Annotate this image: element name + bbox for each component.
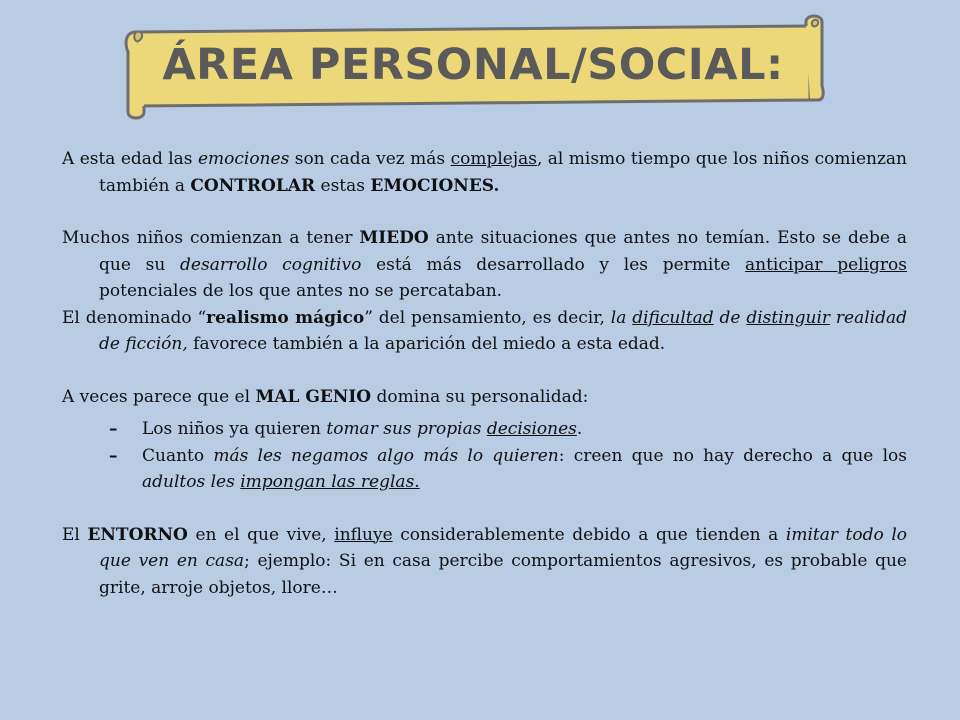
text-run: impongan las reglas. [240, 472, 420, 492]
text-run: MIEDO [359, 228, 429, 248]
text-run: favorece también a la aparición del miedo a esta edad. [187, 334, 666, 354]
text-run: desarrollo cognitivo [180, 254, 362, 275]
text-run: CONTROLAR [190, 175, 316, 196]
text-run: de [713, 307, 747, 328]
text-run: A esta edad las [62, 149, 198, 169]
text-run: realismo mágico [206, 307, 365, 328]
text-run: El [62, 524, 88, 545]
text-run: Cuanto [142, 445, 214, 466]
text-run: decisiones [486, 419, 577, 439]
text-run: : creen que no hay derecho a que los [558, 445, 907, 466]
title-banner [118, 12, 828, 124]
text-run: A veces parece que el [62, 386, 256, 407]
text-run: la [610, 307, 633, 328]
spacer [62, 496, 907, 522]
text-run: EMOCIONES. [370, 175, 500, 196]
text-run: imitar todo lo que ven en casa [99, 524, 907, 571]
text-run: ante situaciones que antes no temían. Esto se debe a que su [99, 228, 907, 275]
text-run: complejas [450, 149, 537, 169]
text-run: más les negamos algo más lo quieren [213, 445, 559, 466]
text-run: . [576, 419, 583, 439]
text-run: ” del pensamiento, es decir, [364, 307, 611, 328]
text-run: ENTORNO [87, 524, 188, 545]
text-run: MAL GENIO [255, 386, 372, 407]
text-run: emociones [197, 149, 290, 169]
paragraph-emotions [62, 146, 907, 199]
text-run: potenciales de los que antes no se percataban. [99, 281, 503, 301]
paragraph-environment [62, 522, 907, 602]
spacer [62, 358, 907, 384]
text-run: está más desarrollado y les permite [361, 254, 746, 275]
text-run: en el que vive, [187, 524, 335, 545]
text-run: tomar sus propias [326, 419, 487, 439]
dash-bullet-icon: – [109, 419, 118, 439]
text-run: influye [334, 524, 393, 545]
paragraph-magic-realism [62, 305, 907, 358]
text-run: ; ejemplo: Si en casa percibe comportamientos agresivos, es probable que grite, arroje objetos, llore… [99, 551, 907, 598]
bullet-list [62, 416, 907, 496]
text-run: El denominado “ [62, 307, 207, 328]
paragraph-fear [62, 225, 907, 305]
list-item [62, 416, 907, 443]
text-run: considerablemente debido a que tienden a [392, 524, 786, 545]
text-run: Los niños ya quieren [142, 419, 327, 439]
text-run: , al mismo tiempo que los niños comienzan también a [99, 149, 907, 196]
text-run: domina su personalidad: [371, 386, 589, 407]
text-run: adultos les [142, 472, 241, 492]
content-body [62, 146, 907, 601]
text-run: Muchos niños comienzan a tener [62, 228, 360, 248]
text-run: realidad de ficción, [99, 307, 907, 354]
list-item [62, 443, 907, 496]
dash-bullet-icon: – [109, 445, 118, 466]
text-run: son cada vez más [289, 149, 451, 169]
spacer [62, 199, 907, 225]
text-run: distinguir [746, 307, 831, 328]
text-run: dificultad [632, 307, 714, 328]
text-run: estas [315, 175, 371, 196]
text-run: anticipar peligros [745, 254, 907, 275]
paragraph-bad-temper [62, 384, 907, 411]
page-title: ÁREA PERSONAL/SOCIAL: [162, 40, 784, 90]
